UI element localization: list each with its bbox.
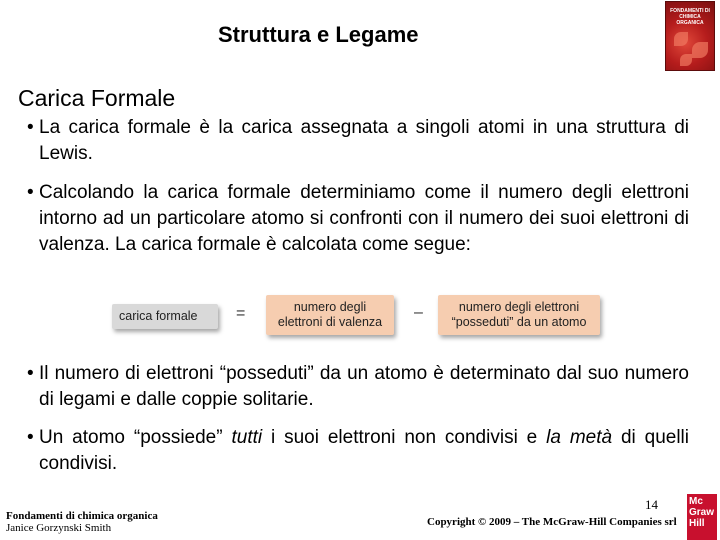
bullet-marker: • [27, 427, 34, 448]
flower-petal-shape [680, 54, 692, 66]
bullet-text [27, 425, 689, 477]
bullet-text: La carica formale è la carica assegnata a singoli atomi in una struttura di Lewis. [39, 117, 689, 164]
formal-charge-formula [112, 292, 604, 342]
bullet-text-emphasis: tutti [231, 427, 263, 448]
bullet-item [27, 115, 689, 167]
footer-book-title: Fondamenti di chimica organica [6, 510, 158, 522]
formula-term-valence-electrons [266, 295, 394, 335]
mcgraw-hill-logo [687, 494, 717, 540]
slide-title: Struttura e Legame [218, 22, 419, 47]
formula-term-line: numero degli elettroni [458, 300, 580, 314]
bullet-marker: • [27, 182, 34, 203]
formula-term-line: elettroni di valenza [277, 315, 383, 329]
bullet-text: Calcolando la carica formale determiniamo come il numero degli elettroni intorno ad un particolare atomo si confronti con il numero dei suoi elettroni di valenza. La carica formale è calcolata come segue: [39, 182, 689, 255]
formula-term-line: “posseduti” da un atomo [451, 315, 587, 329]
bullet-item [27, 425, 689, 477]
book-cover-image [665, 1, 715, 71]
bullet-marker: • [27, 117, 34, 138]
footer-book-info [6, 510, 158, 534]
bullet-item [27, 180, 689, 258]
copyright-notice: Copyright © 2009 – The McGraw-Hill Companies srl [427, 516, 677, 528]
bullet-item [27, 361, 689, 413]
formula-term-label: carica formale [119, 309, 198, 323]
logo-line: Graw [689, 507, 715, 518]
bullet-marker: • [27, 363, 34, 384]
flower-petal-shape [674, 32, 688, 46]
section-heading: Carica Formale [18, 85, 176, 111]
formula-term-formal-charge [112, 304, 218, 329]
bullet-text-part: i suoi elettroni non condivisi e [262, 427, 547, 448]
minus-sign: – [414, 304, 423, 321]
bullet-text-part: di quelli condivisi. [39, 427, 689, 474]
bullet-text-emphasis: la metà [546, 427, 613, 448]
book-cover-text: FONDAMENTI DI CHIMICA ORGANICA [670, 8, 710, 26]
bullet-text-part: Un atomo “possiede” [39, 427, 232, 448]
formula-term-line: numero degli [293, 300, 367, 314]
flower-petal-shape [692, 42, 708, 58]
formula-term-owned-electrons [438, 295, 600, 335]
footer-author: Janice Gorzynski Smith [6, 522, 112, 534]
logo-line: Hill [689, 518, 705, 529]
page-number: 14 [645, 497, 658, 512]
logo-line: Mc [689, 496, 703, 507]
bullet-text: Il numero di elettroni “posseduti” da un atomo è determinato dal suo numero di legami e dalle coppie solitarie. [39, 363, 689, 410]
equals-sign: = [236, 305, 246, 322]
